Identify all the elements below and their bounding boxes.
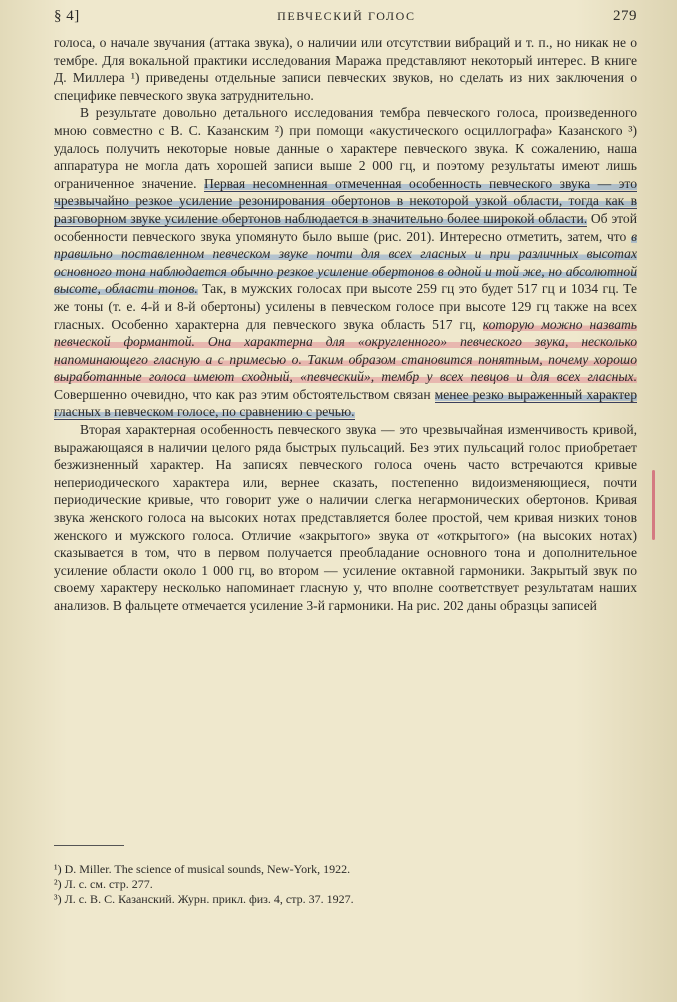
highlight-blue-1: Первая несомненная отмеченная особенность певческого звука — это чрезвычайно резкое усиление резонирования обертонов в некоторой узкой области, тогда как в разговорном звуке усиление обертонов наблюдается в значительно более широкой области.: [54, 175, 637, 226]
p2-text-a: В результате довольно детального исследования тембра певческого голоса, произведенного мною совместно с В. С. Казанским ²) при помощи «акустического осциллографа» Казанского ³) удалось получить некоторые новые данные о характере певческого звука. К сожалению, наша аппаратура не могла дать хорошей записи выше 2 000 гц, и поэтому результаты имеют лишь ограниченное значение.: [54, 105, 637, 191]
p2-text-e: Так, в мужских голосах при высоте 259 гц это будет 517 гц и 1034 гц. Те же тоны (т. е. 4-й и 8-й обертоны) усилены в певческом голосе при высоте 129 гц также на всех гласных. Особенно характерна для певческого звука область 517 гц,: [54, 281, 637, 332]
running-title: ПЕВЧЕСКИЙ ГОЛОС: [277, 9, 416, 23]
section-marker: § 4]: [54, 8, 80, 24]
highlight-red-italic: которую можно назвать певческой формантой. Она характерна для «округленного» певческого звука, несколько напоминающего гласную а с примесью о. Таким образом становится понятным, почему хорошо выработанные голоса имеют сходный, «певческий», тембр у всех певцов и для всех гласных.: [54, 316, 637, 385]
footnote-2: ²) Л. с. см. стр. 277.: [54, 877, 153, 891]
paragraph-2: [54, 104, 637, 421]
highlight-blue-2: менее резко выраженный характер гласных в певческом голосе, по сравнению с речью.: [54, 386, 638, 420]
paragraph-3: Вторая характерная особенность певческого звука — это чрезвычайная изменчивость кривой, выражающаяся в наличии целого ряда быстрых пульсаций. Без этих пульсаций голос приобретает безжизненный характер. На записях певческого голоса очень часто встречаются кривые непериодического характера или, вернее сказать, постепенно видоизменяющиеся, почти периодические кривые, что говорит уже о наличии слегка негармонических обертонов. Кривая звука женского голоса на высоких нотах представляется более простой, чем кривая низких тонов женского и мужского голоса. Отличие «закрытого» звука от «открытого» (на высоких нотах) сказывается в том, что в первом получается преобладание основного тона и дополнительное усиление области около 1 000 гц, во втором — усиление октавной гармоники. Закрытый звук по своему характеру несколько напоминает гласную у, что вполне соответствует результатам наших анализов. В фальцете отмечается усиление 3-й гармоники. На рис. 202 даны образцы записей: [54, 422, 637, 613]
footnote-1: ¹) D. Miller. The science of musical sounds, New-York, 1922.: [54, 862, 351, 876]
footnotes: [54, 845, 637, 907]
footnote-rule: [54, 845, 124, 846]
p2-text-g: Совершенно очевидно, что как раз этим обстоятельством связан: [54, 386, 435, 402]
margin-mark-red: [652, 470, 655, 540]
paragraph-1: голоса, о начале звучания (аттака звука), о наличии или отсутствии вибраций и т. п., но никак не о тембре. Для вокальной практики исследования Маража представляют некоторый интерес. В книге Д. Миллера ¹) приведены отдельные записи певческих звуков, но сделать из них заключения о специфике певческого звука затруднительно.: [54, 35, 637, 103]
page-number: 279: [612, 8, 637, 24]
p2-text-c: Об этой особенности певческого звука упомянуто было выше (рис. 201). Интересно отметить, затем, что: [54, 210, 638, 244]
footnote-3: ³) Л. с. В. С. Казанский. Журн. прикл. физ. 4, стр. 37. 1927.: [54, 892, 354, 906]
page-header: [54, 8, 637, 34]
highlight-blue-italic: в правильно поставленном певческом звуке почти для всех гласных и при различных высотах основного тона наблюдается обычно резкое усиление обертонов в одной и той же, но абсолютной высоте, области тонов.: [54, 228, 637, 297]
